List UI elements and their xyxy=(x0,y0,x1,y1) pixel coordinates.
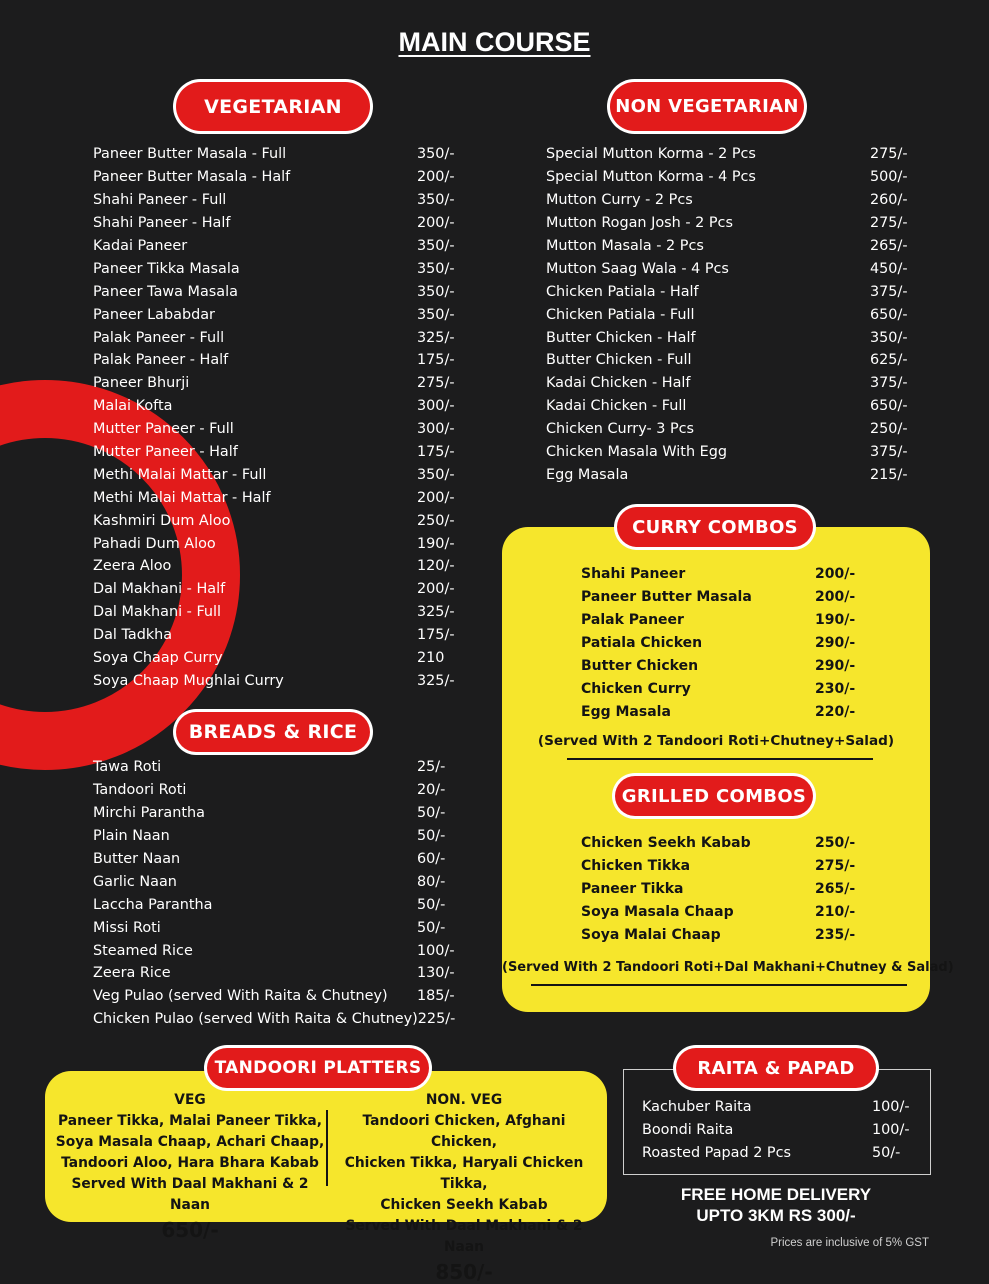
menu-item-name: Palak Paneer - Full xyxy=(93,329,225,346)
menu-item-name: Methi Malai Mattar - Full xyxy=(93,466,267,483)
menu-item-price: 50/- xyxy=(417,919,446,936)
menu-item xyxy=(581,700,856,723)
menu-item-name: Pahadi Dum Aloo xyxy=(93,535,216,552)
menu-item-price: 220/- xyxy=(815,703,856,720)
menu-item-name: Chicken Pulao (served With Raita & Chutney) xyxy=(93,1011,418,1028)
menu-item xyxy=(93,235,455,258)
menu-item xyxy=(581,586,856,609)
menu-item-price: 375/- xyxy=(870,444,908,461)
menu-item xyxy=(93,779,455,802)
menu-item-price: 300/- xyxy=(417,398,455,415)
menu-item-name: Zeera Aloo xyxy=(93,558,172,575)
veg-platter xyxy=(55,1090,325,1241)
menu-item xyxy=(93,555,455,578)
menu-item-name: Mutter Paneer - Half xyxy=(93,444,238,461)
menu-item xyxy=(93,962,455,985)
menu-item-name: Soya Chaap Curry xyxy=(93,650,223,667)
delivery-line-2: UPTO 3KM RS 300/- xyxy=(696,1206,856,1225)
nonveg-platter-line: Tandoori Chicken, Afghani Chicken, xyxy=(362,1113,566,1150)
menu-item-name: Paneer Bhurji xyxy=(93,375,190,392)
grilled-combos-note: (Served With 2 Tandoori Roti+Dal Makhani+Chutney & Salad) xyxy=(502,960,954,975)
menu-item-name: Mutton Saag Wala - 4 Pcs xyxy=(546,260,729,277)
non-vegetarian-heading: NON VEGETARIAN xyxy=(610,82,804,131)
menu-item-price: 375/- xyxy=(870,375,908,392)
menu-item-name: Chicken Tikka xyxy=(581,858,691,875)
menu-item xyxy=(546,326,908,349)
menu-item-price: 80/- xyxy=(417,873,446,890)
menu-item xyxy=(642,1119,910,1142)
menu-item xyxy=(93,303,455,326)
veg-platter-label: VEG xyxy=(174,1092,206,1108)
menu-item-price: 250/- xyxy=(815,835,856,852)
menu-item xyxy=(93,578,455,601)
tandoori-platters-heading: TANDOORI PLATTERS xyxy=(207,1048,429,1088)
menu-item xyxy=(546,235,908,258)
menu-item xyxy=(93,463,455,486)
menu-item-price: 210/- xyxy=(815,904,856,921)
menu-item xyxy=(93,1008,455,1031)
veg-platter-line: Served With Daal Makhani & 2 Naan xyxy=(71,1176,309,1213)
menu-item xyxy=(93,212,455,235)
menu-item xyxy=(546,143,908,166)
curry-combos-note: (Served With 2 Tandoori Roti+Chutney+Salad) xyxy=(537,733,895,749)
menu-item-name: Paneer Tikka Masala xyxy=(93,260,240,277)
menu-item xyxy=(93,870,455,893)
grilled-combos-heading: GRILLED COMBOS xyxy=(615,776,813,816)
menu-item xyxy=(546,280,908,303)
menu-item-price: 275/- xyxy=(417,375,455,392)
grilled-combos-divider xyxy=(531,984,907,986)
menu-item-name: Paneer Lababdar xyxy=(93,306,215,323)
menu-item-price: 100/- xyxy=(417,942,455,959)
menu-item-name: Roasted Papad 2 Pcs xyxy=(642,1145,792,1162)
delivery-notice xyxy=(622,1184,930,1226)
menu-item-name: Tawa Roti xyxy=(93,759,162,776)
menu-item-price: 100/- xyxy=(872,1099,910,1116)
menu-item xyxy=(546,349,908,372)
menu-item xyxy=(93,280,455,303)
menu-item-price: 265/- xyxy=(815,881,856,898)
menu-item-price: 60/- xyxy=(417,851,446,867)
menu-item xyxy=(93,601,455,624)
menu-item-name: Butter Chicken - Full xyxy=(546,352,692,369)
menu-item-name: Veg Pulao (served With Raita & Chutney) xyxy=(93,988,388,1005)
menu-item xyxy=(642,1142,904,1165)
menu-item xyxy=(93,624,455,647)
nonveg-platter-label: NON. VEG xyxy=(425,1092,503,1108)
menu-item-name: Kadai Paneer xyxy=(93,238,188,254)
menu-item-price: 300/- xyxy=(417,421,455,438)
menu-item xyxy=(93,441,455,464)
menu-item-price: 325/- xyxy=(417,672,455,689)
menu-item xyxy=(93,395,455,418)
veg-platter-price: 650/- xyxy=(161,1218,219,1242)
menu-item-price: 350/- xyxy=(417,238,455,254)
menu-item xyxy=(93,189,455,212)
menu-item-name: Tandoori Roti xyxy=(93,782,187,799)
menu-item-name: Kashmiri Dum Aloo xyxy=(93,512,231,529)
menu-item-name: Boondi Raita xyxy=(642,1122,734,1139)
menu-item-price: 650/- xyxy=(870,306,908,323)
raita-papad-list xyxy=(642,1096,910,1165)
menu-item xyxy=(93,825,455,848)
menu-item-name: Dal Makhani - Full xyxy=(93,604,222,621)
menu-item-price: 175/- xyxy=(417,627,455,644)
menu-item-price: 350/- xyxy=(417,146,455,163)
platter-divider xyxy=(326,1110,328,1186)
menu-item xyxy=(546,463,908,486)
menu-item xyxy=(93,756,455,779)
vegetarian-list xyxy=(93,143,455,692)
menu-item-name: Butter Chicken - Half xyxy=(546,329,696,346)
menu-item-name: Paneer Tikka xyxy=(581,881,684,898)
menu-item-price: 120/- xyxy=(417,558,455,575)
menu-item xyxy=(93,532,455,555)
menu-item xyxy=(546,303,908,326)
veg-platter-line: Soya Masala Chaap, Achari Chaap, xyxy=(55,1134,325,1150)
non-vegetarian-list xyxy=(546,143,908,486)
menu-item xyxy=(546,441,908,464)
menu-item-name: Kadai Chicken - Full xyxy=(546,398,687,415)
grilled-combos-list xyxy=(581,832,856,946)
menu-item-price: 325/- xyxy=(417,329,455,346)
menu-item xyxy=(93,669,455,692)
menu-item-price: 260/- xyxy=(870,192,908,209)
menu-item-price: 200/- xyxy=(417,489,455,506)
menu-item-price: 130/- xyxy=(417,965,455,982)
menu-item-price: 185/- xyxy=(417,988,455,1005)
nonveg-platter-line: Served With Daal Makhani & 2 Naan xyxy=(345,1218,583,1255)
menu-item-price: 350/- xyxy=(417,466,455,483)
menu-item-price: 200/- xyxy=(417,581,455,598)
nonveg-platter-line: Chicken Seekh Kabab xyxy=(380,1197,548,1213)
menu-item xyxy=(93,418,455,441)
menu-item xyxy=(93,802,455,825)
raita-papad-heading: RAITA & PAPAD xyxy=(676,1048,876,1088)
menu-item-price: 25/- xyxy=(417,759,446,776)
menu-item-name: Paneer Butter Masala - Half xyxy=(93,169,291,186)
menu-item xyxy=(546,212,908,235)
curry-combos-list xyxy=(581,563,856,723)
menu-item-name: Shahi Paneer - Half xyxy=(93,215,231,232)
menu-item-price: 225/- xyxy=(417,1011,456,1028)
menu-item-price: 235/- xyxy=(815,927,856,943)
menu-item-price: 50/- xyxy=(417,805,446,822)
menu-item xyxy=(93,916,455,939)
menu-item-name: Kadai Chicken - Half xyxy=(546,375,691,392)
menu-item xyxy=(546,189,908,212)
menu-item-price: 625/- xyxy=(870,352,908,369)
menu-item xyxy=(93,372,455,395)
menu-item-name: Mirchi Parantha xyxy=(93,805,205,822)
menu-item-name: Palak Paneer xyxy=(581,612,684,629)
menu-item xyxy=(546,372,908,395)
menu-item-name: Mutton Curry - 2 Pcs xyxy=(546,192,693,209)
menu-item xyxy=(93,486,455,509)
menu-item-name: Soya Malai Chaap xyxy=(581,927,721,943)
menu-item xyxy=(581,855,856,878)
menu-item-name: Mutton Rogan Josh - 2 Pcs xyxy=(546,215,733,232)
menu-item xyxy=(93,257,455,280)
menu-item xyxy=(93,166,455,189)
menu-item-name: Kachuber Raita xyxy=(642,1099,752,1116)
menu-item-name: Chicken Curry xyxy=(581,680,691,697)
menu-item-name: Patiala Chicken xyxy=(581,635,703,652)
menu-item-price: 275/- xyxy=(870,146,908,163)
menu-item-price: 50/- xyxy=(417,828,446,845)
menu-item-price: 50/- xyxy=(417,896,446,913)
menu-item xyxy=(581,832,856,855)
nonveg-platter-line: Chicken Tikka, Haryali Chicken Tikka, xyxy=(344,1155,584,1192)
menu-item-name: Paneer Tawa Masala xyxy=(93,283,238,300)
menu-item-price: 450/- xyxy=(870,260,908,277)
menu-item xyxy=(581,677,856,700)
menu-item-name: Soya Masala Chaap xyxy=(581,904,734,921)
menu-item-price: 190/- xyxy=(815,612,856,629)
menu-item xyxy=(642,1096,910,1119)
menu-item-price: 190/- xyxy=(417,535,455,552)
menu-item-price: 230/- xyxy=(815,680,856,697)
menu-item xyxy=(546,395,908,418)
menu-item-name: Shahi Paneer xyxy=(581,566,686,583)
menu-item-name: Egg Masala xyxy=(546,466,629,483)
menu-item xyxy=(581,632,856,655)
menu-item-price: 20/- xyxy=(417,782,446,799)
menu-item xyxy=(581,655,856,678)
menu-item-name: Mutton Masala - 2 Pcs xyxy=(546,238,704,254)
menu-item-name: Missi Roti xyxy=(93,919,161,936)
menu-item-name: Methi Malai Mattar - Half xyxy=(93,489,271,506)
menu-item-name: Chicken Patiala - Half xyxy=(546,283,699,300)
nonveg-platter xyxy=(330,1090,598,1283)
menu-item-name: Laccha Parantha xyxy=(93,896,213,913)
gst-note: Prices are inclusive of 5% GST xyxy=(770,1237,929,1249)
menu-item xyxy=(93,939,455,962)
vegetarian-heading: VEGETARIAN xyxy=(176,82,370,131)
menu-item-price: 350/- xyxy=(417,283,455,300)
menu-item xyxy=(546,257,908,280)
menu-item-price: 350/- xyxy=(870,329,908,346)
menu-item-price: 200/- xyxy=(815,566,856,583)
menu-item-name: Special Mutton Korma - 4 Pcs xyxy=(546,169,756,186)
menu-item-price: 275/- xyxy=(870,215,908,232)
menu-item-name: Chicken Curry- 3 Pcs xyxy=(546,421,695,438)
menu-item-price: 500/- xyxy=(870,169,908,186)
menu-item-price: 325/- xyxy=(417,604,455,621)
menu-item-price: 350/- xyxy=(417,260,455,277)
menu-item-name: Special Mutton Korma - 2 Pcs xyxy=(546,146,756,163)
menu-item xyxy=(581,878,856,901)
menu-item-name: Mutter Paneer - Full xyxy=(93,421,234,438)
veg-platter-line: Tandoori Aloo, Hara Bhara Kabab xyxy=(61,1155,319,1171)
menu-item-price: 50/- xyxy=(872,1145,901,1162)
menu-item-price: 175/- xyxy=(417,444,455,461)
menu-item-price: 290/- xyxy=(815,635,856,652)
menu-item-name: Shahi Paneer - Full xyxy=(93,192,227,209)
menu-item-price: 290/- xyxy=(815,658,856,674)
curry-combos-heading: CURRY COMBOS xyxy=(617,507,813,547)
menu-item xyxy=(93,647,455,670)
menu-item xyxy=(581,609,856,632)
menu-item-name: Egg Masala xyxy=(581,703,671,720)
menu-item xyxy=(93,349,455,372)
menu-item xyxy=(93,985,455,1008)
menu-item-name: Butter Naan xyxy=(93,851,181,867)
page-title: MAIN COURSE xyxy=(398,27,591,57)
menu-item xyxy=(546,418,908,441)
menu-item-name: Paneer Butter Masala - Full xyxy=(93,146,287,163)
menu-item-price: 275/- xyxy=(815,858,856,875)
menu-item xyxy=(581,924,856,947)
menu-item xyxy=(93,143,455,166)
menu-item-price: 215/- xyxy=(870,466,908,483)
menu-item xyxy=(546,166,908,189)
menu-item-price: 210 xyxy=(417,650,445,667)
menu-item-name: Butter Chicken xyxy=(581,658,699,674)
menu-item-name: Chicken Masala With Egg xyxy=(546,444,727,461)
menu-item-price: 350/- xyxy=(417,192,455,209)
menu-item xyxy=(581,563,856,586)
menu-item-name: Chicken Seekh Kabab xyxy=(581,835,751,852)
menu-item-price: 250/- xyxy=(870,421,908,438)
delivery-line-1: FREE HOME DELIVERY xyxy=(680,1185,872,1204)
menu-item xyxy=(93,848,455,871)
menu-item-price: 200/- xyxy=(417,169,455,186)
menu-item-price: 200/- xyxy=(417,215,455,232)
menu-item-price: 200/- xyxy=(815,589,856,606)
breads-rice-heading: BREADS & RICE xyxy=(176,712,370,752)
menu-item-price: 100/- xyxy=(872,1122,910,1139)
menu-item xyxy=(93,893,455,916)
menu-item-price: 375/- xyxy=(870,283,908,300)
menu-item xyxy=(581,901,856,924)
nonveg-platter-price: 850/- xyxy=(435,1260,493,1284)
menu-item-name: Chicken Patiala - Full xyxy=(546,306,695,323)
menu-item-name: Plain Naan xyxy=(93,828,170,845)
veg-platter-line: Paneer Tikka, Malai Paneer Tikka, xyxy=(58,1113,322,1129)
menu-item-name: Dal Makhani - Half xyxy=(93,581,226,598)
menu-item-price: 350/- xyxy=(417,306,455,323)
curry-combos-divider xyxy=(567,758,873,760)
menu-item xyxy=(93,326,455,349)
breads-rice-list xyxy=(93,756,455,1031)
menu-item xyxy=(93,509,455,532)
menu-item-name: Soya Chaap Mughlai Curry xyxy=(93,672,284,689)
menu-item-name: Steamed Rice xyxy=(93,942,193,959)
menu-item-name: Paneer Butter Masala xyxy=(581,589,752,606)
menu-item-price: 175/- xyxy=(417,352,455,369)
menu-item-price: 650/- xyxy=(870,398,908,415)
menu-item-name: Dal Tadkha xyxy=(93,627,173,644)
menu-item-name: Garlic Naan xyxy=(93,873,177,890)
menu-item-price: 250/- xyxy=(417,512,455,529)
menu-item-name: Malai Kofta xyxy=(93,398,173,415)
menu-item-price: 265/- xyxy=(870,238,908,254)
menu-item-name: Zeera Rice xyxy=(93,965,171,982)
menu-item-name: Palak Paneer - Half xyxy=(93,352,229,369)
